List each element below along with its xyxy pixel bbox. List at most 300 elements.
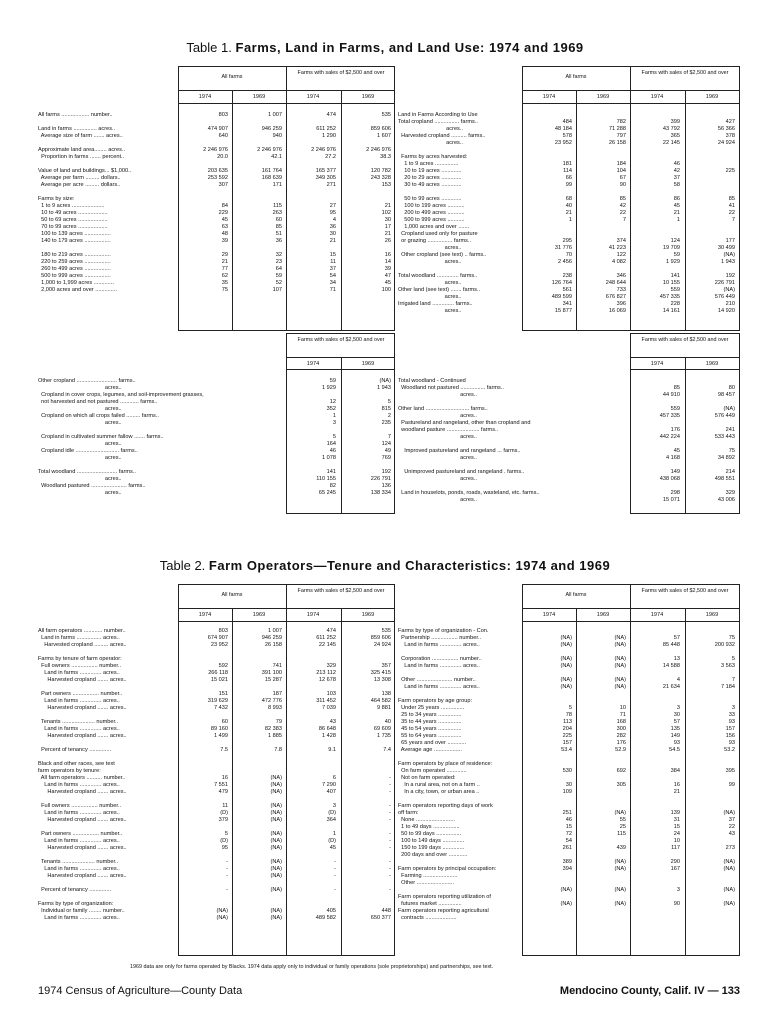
- table-cell: -: [226, 887, 228, 893]
- table-cell: [687, 838, 735, 845]
- table-cell: 82 383: [264, 726, 282, 732]
- table-cell: 489 582: [315, 915, 336, 921]
- table-cell: 241: [725, 427, 735, 433]
- table-cell: 329: [725, 490, 735, 496]
- table-cell: 24 924: [373, 642, 391, 648]
- table-cell: 47: [384, 273, 391, 279]
- table-cell: 138 334: [370, 490, 391, 496]
- table-cell: (NA): [614, 684, 626, 690]
- table-cell: 58: [673, 182, 680, 188]
- table-cell: -: [389, 887, 391, 893]
- t1-r-yr-1969b: 1969: [705, 94, 719, 100]
- table-cell: 39: [221, 238, 228, 244]
- table-cell: [180, 901, 228, 908]
- table-cell: 576 449: [714, 413, 735, 419]
- table-cell: [524, 649, 572, 656]
- table-cell: [524, 873, 572, 880]
- table-cell: 4: [332, 217, 336, 223]
- table-cell: 442 224: [659, 434, 680, 440]
- table-cell: (NA): [723, 901, 735, 907]
- table-cell: [288, 894, 336, 901]
- table-cell: 10 to 19 acres .............: [398, 168, 462, 174]
- table-cell: 140 to 179 acres .................: [38, 238, 111, 244]
- t1-right-s74: [632, 112, 680, 315]
- table-cell: [578, 266, 626, 273]
- table-cell: 15 287: [264, 677, 282, 683]
- table-cell: 30 to 49 acres .............: [398, 182, 462, 188]
- table-cell: 379: [218, 817, 228, 823]
- table-cell: 53.2: [724, 747, 735, 753]
- table-cell: 405: [326, 908, 336, 914]
- table-cell: (NA): [723, 287, 735, 293]
- table-cell: 407: [326, 789, 336, 795]
- table-cell: 300: [616, 726, 626, 732]
- table-cell: [687, 441, 735, 448]
- table-cell: Woodland pastured ....................... farms..: [38, 483, 146, 489]
- table-cell: Land in farms .............. acres..: [38, 866, 120, 872]
- table-cell: [578, 189, 626, 196]
- table-cell: -: [389, 838, 391, 844]
- t1b-left-header: Farms with sales of $2,500 and over: [297, 337, 385, 343]
- table-cell: 100 to 199 acres ...........: [398, 203, 465, 209]
- table-cell: [180, 119, 228, 126]
- table-cell: [288, 740, 336, 747]
- table-cell: 20 to 29 acres .............: [398, 175, 462, 181]
- table-cell: [687, 161, 735, 168]
- table-cell: 43: [329, 719, 336, 725]
- table-cell: (NA): [270, 915, 282, 921]
- table-cell: 82: [329, 483, 336, 489]
- table-cell: [234, 768, 282, 775]
- table-cell: (NA): [270, 873, 282, 879]
- t1-right-sales-header: Farms with sales of $2,500 and over: [641, 70, 729, 76]
- table-cell: [234, 740, 282, 747]
- table-cell: 65 years and over ............: [398, 740, 467, 746]
- table-cell: [234, 712, 282, 719]
- table-cell: [398, 670, 520, 677]
- table-cell: 474 907: [207, 126, 228, 132]
- table-cell: Full owners ................. number..: [38, 803, 122, 809]
- table-cell: 184: [616, 161, 626, 167]
- table-cell: [343, 880, 391, 887]
- table-cell: (NA): [270, 782, 282, 788]
- table-cell: [578, 147, 626, 154]
- t2-right-sales-header: Farms with sales of $2,500 and over: [641, 588, 729, 594]
- table-cell: 102: [381, 210, 391, 216]
- table-cell: acres..: [398, 455, 477, 461]
- table-cell: Under 25 years ...............: [398, 705, 465, 711]
- table-cell: 225: [725, 168, 735, 174]
- table-cell: 23: [275, 259, 282, 265]
- table-cell: Land in farms .............. acres..: [398, 684, 480, 690]
- table-cell: [343, 189, 391, 196]
- table-cell: -: [389, 817, 391, 823]
- table-cell: [343, 894, 391, 901]
- table-cell: [180, 712, 228, 719]
- table-cell: Part owners ................. number..: [38, 691, 123, 697]
- table-cell: 100 to 139 acres .................: [38, 231, 111, 237]
- t2-r-yr-1969b: 1969: [705, 612, 719, 618]
- table-cell: [632, 775, 680, 782]
- table-cell: 168 639: [261, 175, 282, 181]
- table-cell: [234, 245, 282, 252]
- table-cell: (NA): [614, 677, 626, 683]
- table-cell: [578, 754, 626, 761]
- table-cell: 10: [619, 705, 626, 711]
- table-cell: 1 499: [214, 733, 228, 739]
- table-cell: 1,000 to 1,999 acres .............: [38, 280, 114, 286]
- table-cell: 90: [619, 182, 626, 188]
- table-cell: 124: [381, 441, 391, 447]
- table-cell: [38, 245, 176, 252]
- t1-l-yr-1969b: 1969: [361, 94, 375, 100]
- table-cell: [38, 119, 176, 126]
- table-cell: 305: [616, 782, 626, 788]
- table-cell: 2 456: [558, 259, 572, 265]
- table-cell: Tenants ..................... number..: [38, 859, 119, 865]
- table-cell: [234, 119, 282, 126]
- table-cell: [687, 852, 735, 859]
- table-cell: 99: [565, 182, 572, 188]
- table-cell: 52.9: [615, 747, 626, 753]
- t2-right-s74: [632, 628, 680, 908]
- table-cell: Irrigated land .............. farms..: [398, 301, 473, 307]
- table-cell: Farms by acres harvested:: [398, 154, 468, 160]
- table-cell: 3: [332, 803, 336, 809]
- table-cell: Land in farms .............. acres..: [38, 810, 120, 816]
- table-cell: [398, 441, 628, 448]
- table-cell: -: [226, 866, 228, 872]
- table-cell: [632, 894, 680, 901]
- table-cell: [524, 224, 572, 231]
- table-cell: 5: [224, 831, 228, 837]
- table-cell: 75: [221, 287, 228, 293]
- table-cell: (NA): [614, 901, 626, 907]
- table-cell: (D): [328, 810, 336, 816]
- table-cell: [180, 649, 228, 656]
- table-cell: Corporation ................. number..: [398, 656, 482, 662]
- table-cell: 11: [222, 803, 228, 809]
- table-cell: or grazing ................ farms..: [398, 238, 472, 244]
- table-cell: 9.1: [328, 747, 336, 753]
- table-cell: 22 145: [318, 642, 336, 648]
- table-cell: 93: [673, 740, 680, 746]
- table-cell: [180, 754, 228, 761]
- table-cell: [38, 462, 284, 469]
- table-cell: Individual or family ........ number..: [38, 908, 125, 914]
- table-cell: 1: [568, 217, 572, 223]
- table-cell: [38, 740, 176, 747]
- table-cell: [180, 852, 228, 859]
- table-cell: 10 155: [662, 280, 680, 286]
- table-cell: [524, 266, 572, 273]
- table-cell: not harvested and not pastured ............ farms..: [38, 399, 158, 405]
- table-cell: 439: [616, 845, 626, 851]
- t2-left-s69: [343, 628, 391, 922]
- table-cell: [524, 880, 572, 887]
- t2-left-labels: [38, 628, 176, 922]
- table-cell: 384: [670, 768, 680, 774]
- table-cell: 559: [670, 287, 680, 293]
- table-cell: 21: [673, 789, 680, 795]
- divider: [630, 357, 740, 358]
- t1-l-yr-1969a: 1969: [252, 94, 266, 100]
- table-cell: [687, 789, 735, 796]
- table-cell: 226 791: [370, 476, 391, 482]
- table-cell: farm operators by tenure:: [38, 768, 101, 774]
- table-cell: 1: [676, 217, 680, 223]
- table-cell: [288, 712, 336, 719]
- table-cell: 45: [221, 217, 228, 223]
- table-cell: 365: [670, 133, 680, 139]
- table-cell: [288, 901, 336, 908]
- table-cell: 171: [272, 182, 282, 188]
- table-cell: Farm operators reporting utilization of: [398, 894, 491, 900]
- table-cell: On farm operated .............: [398, 768, 467, 774]
- table-cell: Other land (see text) ....... farms..: [398, 287, 481, 293]
- t2-l-yr-1974a: 1974: [198, 612, 212, 618]
- table-cell: 165 377: [315, 168, 336, 174]
- table-cell: 200 932: [714, 642, 735, 648]
- table-cell: 561: [562, 287, 572, 293]
- divider: [178, 103, 395, 104]
- table-cell: 192: [381, 469, 391, 475]
- t1b-right-header: Farms with sales of $2,500 and over: [641, 337, 729, 343]
- table-cell: 21: [565, 210, 572, 216]
- table-cell: [288, 824, 336, 831]
- table-cell: 364: [326, 817, 336, 823]
- table-cell: 45: [329, 845, 336, 851]
- table-cell: (NA): [270, 817, 282, 823]
- table-cell: [578, 852, 626, 859]
- table-cell: 42.1: [271, 154, 282, 160]
- table-cell: acres..: [38, 406, 122, 412]
- table-cell: 157: [725, 726, 735, 732]
- table-cell: 592: [218, 663, 228, 669]
- table-cell: contracts ....................: [398, 915, 457, 921]
- table-cell: [524, 628, 572, 635]
- table-cell: 11: [330, 259, 336, 265]
- table-cell: 67: [619, 175, 626, 181]
- table-cell: [632, 154, 680, 161]
- table-cell: 2 246 976: [366, 147, 391, 153]
- table-cell: [38, 140, 176, 147]
- table-cell: 59: [673, 252, 680, 258]
- table-cell: 26 158: [608, 140, 626, 146]
- table-cell: 22: [728, 824, 735, 830]
- table-cell: 80: [728, 385, 735, 391]
- table-cell: Value of land and buildings... $1,000..: [38, 168, 132, 174]
- table-cell: [687, 462, 735, 469]
- table-cell: Land in houselots, ponds, roads, wasteland, etc. farms..: [398, 490, 540, 496]
- table-cell: 21: [673, 210, 680, 216]
- table-cell: 253 592: [207, 175, 228, 181]
- table-cell: 107: [272, 287, 282, 293]
- table-cell: [687, 761, 735, 768]
- divider: [630, 369, 740, 370]
- table-cell: 14: [384, 259, 391, 265]
- table-cell: -: [389, 866, 391, 872]
- table-cell: [343, 462, 391, 469]
- table-cell: 43 792: [662, 126, 680, 132]
- table-cell: [687, 399, 735, 406]
- table-cell: [578, 796, 626, 803]
- table-cell: acres..: [398, 413, 477, 419]
- table-cell: 141: [670, 273, 680, 279]
- table-cell: 448: [381, 908, 391, 914]
- table-cell: [578, 894, 626, 901]
- table-cell: 157: [562, 740, 572, 746]
- table-cell: Percent of tenancy ..............: [38, 747, 112, 753]
- table-cell: 346: [616, 273, 626, 279]
- table-cell: [578, 838, 626, 845]
- table-cell: 357: [381, 663, 391, 669]
- table-cell: [180, 684, 228, 691]
- t2-left-af74: [180, 628, 228, 922]
- table-cell: [524, 761, 572, 768]
- table-cell: [524, 796, 572, 803]
- table-cell: 48 184: [554, 126, 572, 132]
- table-cell: 5: [568, 705, 572, 711]
- table-cell: [524, 754, 572, 761]
- table-cell: [687, 803, 735, 810]
- table-cell: 85 448: [662, 642, 680, 648]
- table-cell: 37: [329, 266, 336, 272]
- table-cell: 533 443: [714, 434, 735, 440]
- table-cell: 23 952: [554, 140, 572, 146]
- table-cell: [578, 803, 626, 810]
- table-cell: 31 776: [554, 245, 572, 251]
- table-cell: 394: [562, 866, 572, 872]
- table-cell: 290: [670, 859, 680, 865]
- table-cell: [38, 852, 176, 859]
- table-cell: 36: [329, 224, 336, 230]
- table-cell: (NA): [723, 887, 735, 893]
- table-cell: [524, 775, 572, 782]
- table-cell: 1 to 9 acres .....................: [38, 203, 105, 209]
- table-cell: [38, 894, 176, 901]
- table-cell: Tenants ..................... number..: [38, 719, 119, 725]
- table-cell: 46: [673, 161, 680, 167]
- table-cell: 44 910: [662, 392, 680, 398]
- table-cell: 24: [673, 831, 680, 837]
- table-cell: 21: [384, 231, 391, 237]
- divider: [630, 66, 631, 331]
- table-cell: -: [389, 859, 391, 865]
- t1-left-sales-header: Farms with sales of $2,500 and over: [297, 70, 385, 76]
- table-cell: 149: [670, 733, 680, 739]
- table-cell: 60: [275, 217, 282, 223]
- table-cell: Black and other races, see text: [38, 761, 115, 767]
- table-cell: [38, 880, 176, 887]
- table-cell: [343, 901, 391, 908]
- table-cell: 59: [329, 378, 336, 384]
- table-cell: [234, 649, 282, 656]
- table-cell: -: [389, 810, 391, 816]
- table-cell: [524, 852, 572, 859]
- table-cell: 676 827: [605, 294, 626, 300]
- table-cell: [288, 852, 336, 859]
- table-cell: [234, 880, 282, 887]
- table-cell: (NA): [723, 866, 735, 872]
- table-cell: Percent of tenancy ..............: [38, 887, 112, 893]
- table-cell: [180, 796, 228, 803]
- table-cell: (NA): [560, 663, 572, 669]
- table-cell: 150 to 199 days ..............: [398, 845, 465, 851]
- t1b-left-labels: [38, 378, 284, 497]
- table-cell: [578, 761, 626, 768]
- table-cell: 640: [218, 133, 228, 139]
- table-cell: (NA): [560, 642, 572, 648]
- table-cell: [288, 768, 336, 775]
- table-cell: (NA): [560, 684, 572, 690]
- table-cell: [398, 483, 628, 490]
- table-cell: 611 252: [316, 126, 336, 132]
- table-cell: 75: [728, 448, 735, 454]
- table-cell: Cropland on which all crops failed ......... farms..: [38, 413, 159, 419]
- table-cell: [524, 147, 572, 154]
- table-cell: [578, 154, 626, 161]
- table-cell: 228: [670, 301, 680, 307]
- table-cell: [687, 154, 735, 161]
- table-cell: 1 929: [322, 385, 336, 391]
- table-cell: 45: [384, 280, 391, 286]
- table-cell: [38, 684, 176, 691]
- table-cell: 70 to 99 acres ...................: [38, 224, 108, 230]
- table-cell: 266 118: [208, 670, 228, 676]
- table-cell: 457 335: [659, 294, 680, 300]
- table-cell: 23 952: [210, 642, 228, 648]
- table-cell: [578, 691, 626, 698]
- table-cell: [687, 224, 735, 231]
- table-cell: 3: [332, 420, 336, 426]
- table-cell: 168: [616, 719, 626, 725]
- table-cell: [578, 873, 626, 880]
- table-cell: 225: [562, 733, 572, 739]
- table-cell: 10: [673, 838, 680, 844]
- table-cell: 30: [329, 231, 336, 237]
- table-cell: Harvested cropland ......... acres..: [38, 642, 127, 648]
- t1-left-s74: [288, 112, 336, 294]
- table-cell: 59: [275, 273, 282, 279]
- table-cell: [343, 754, 391, 761]
- table-cell: [398, 754, 520, 761]
- table-cell: [234, 901, 282, 908]
- t1b-right-s74: [632, 378, 680, 504]
- table-cell: Other cropland (see text) .. farms..: [398, 252, 487, 258]
- table-cell: 1: [332, 413, 336, 419]
- table-cell: 298: [670, 490, 680, 496]
- table-cell: 126 764: [551, 280, 572, 286]
- table-cell: [288, 684, 336, 691]
- table-cell: acres..: [398, 126, 463, 132]
- table-cell: 15 877: [554, 308, 572, 314]
- table-cell: 115: [617, 831, 626, 837]
- table-cell: [180, 894, 228, 901]
- table-cell: 5: [731, 656, 735, 662]
- table-cell: 1 428: [322, 733, 336, 739]
- table-cell: 75: [728, 635, 735, 641]
- table-cell: 1 885: [268, 733, 282, 739]
- t1-l-yr-1974a: 1974: [198, 94, 212, 100]
- table-cell: 12: [329, 399, 336, 405]
- table-cell: 489 599: [551, 294, 572, 300]
- table-cell: Other ........................: [398, 880, 454, 886]
- table-cell: acres..: [398, 497, 477, 503]
- table-cell: -: [334, 887, 336, 893]
- table-cell: 3: [676, 887, 680, 893]
- table-cell: Total woodland - Continued: [398, 378, 466, 384]
